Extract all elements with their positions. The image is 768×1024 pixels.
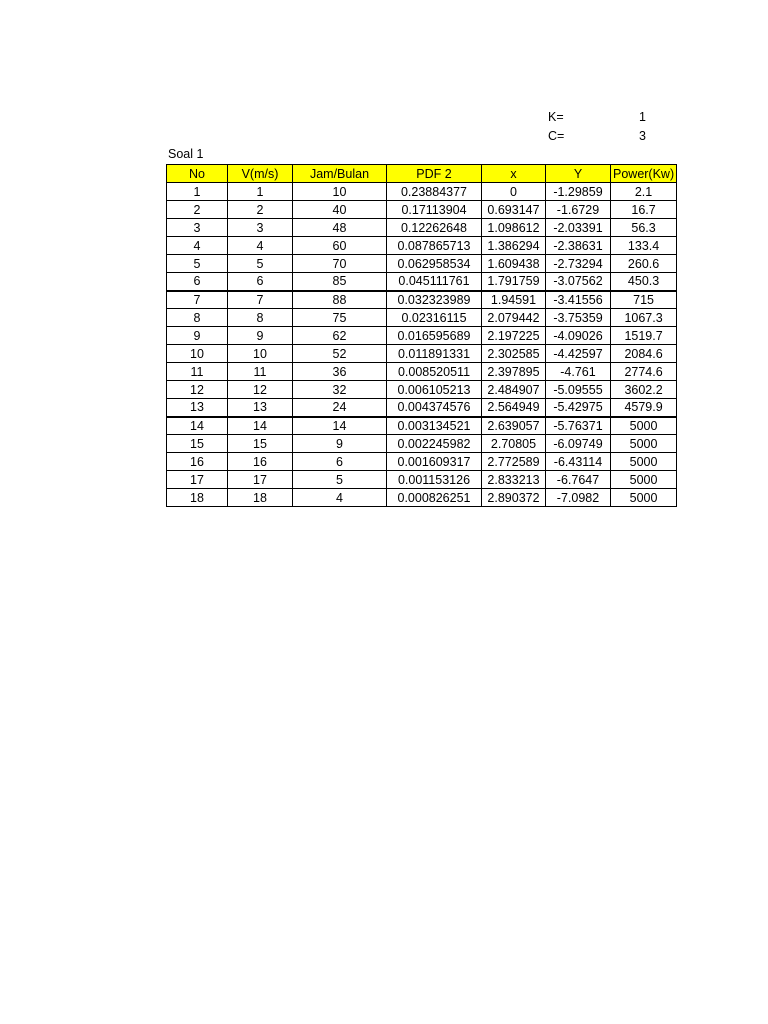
cell-y: -3.41556 [546,291,611,309]
cell-no: 3 [167,219,228,237]
cell-power: 715 [611,291,677,309]
cell-no: 2 [167,201,228,219]
table-row [167,327,677,345]
table-row [167,345,677,363]
c-value: 3 [639,129,646,143]
cell-no: 4 [167,237,228,255]
cell-no: 11 [167,363,228,381]
cell-hours-per-month: 6 [293,453,387,471]
cell-hours-per-month: 62 [293,327,387,345]
cell-y: -3.75359 [546,309,611,327]
cell-pdf: 0.002245982 [387,435,482,453]
cell-y: -6.43114 [546,453,611,471]
cell-velocity: 7 [228,291,293,309]
table-row [167,435,677,453]
cell-power: 4579.9 [611,399,677,417]
table-row [167,417,677,435]
cell-no: 5 [167,255,228,273]
cell-pdf: 0.000826251 [387,489,482,507]
cell-pdf: 0.011891331 [387,345,482,363]
table-row [167,399,677,417]
cell-hours-per-month: 9 [293,435,387,453]
table-row [167,453,677,471]
cell-power: 260.6 [611,255,677,273]
cell-pdf: 0.008520511 [387,363,482,381]
cell-pdf: 0.17113904 [387,201,482,219]
cell-hours-per-month: 52 [293,345,387,363]
header-velocity: V(m/s) [228,165,293,183]
cell-y: -5.42975 [546,399,611,417]
cell-power: 133.4 [611,237,677,255]
cell-hours-per-month: 4 [293,489,387,507]
cell-velocity: 15 [228,435,293,453]
cell-velocity: 9 [228,327,293,345]
table-row [167,183,677,201]
cell-x: 2.833213 [482,471,546,489]
cell-x: 1.94591 [482,291,546,309]
cell-x: 2.397895 [482,363,546,381]
cell-x: 2.70805 [482,435,546,453]
cell-no: 7 [167,291,228,309]
table-row [167,291,677,309]
cell-no: 15 [167,435,228,453]
cell-power: 1067.3 [611,309,677,327]
header-power: Power(Kw) [611,165,677,183]
cell-x: 2.484907 [482,381,546,399]
cell-power: 5000 [611,453,677,471]
cell-velocity: 14 [228,417,293,435]
cell-no: 9 [167,327,228,345]
cell-x: 2.302585 [482,345,546,363]
cell-pdf: 0.001609317 [387,453,482,471]
table-row [167,201,677,219]
cell-no: 6 [167,273,228,291]
cell-velocity: 16 [228,453,293,471]
cell-velocity: 10 [228,345,293,363]
cell-power: 5000 [611,435,677,453]
cell-pdf: 0.02316115 [387,309,482,327]
cell-x: 1.386294 [482,237,546,255]
cell-hours-per-month: 75 [293,309,387,327]
cell-y: -4.09026 [546,327,611,345]
cell-no: 16 [167,453,228,471]
cell-power: 2084.6 [611,345,677,363]
table-row [167,381,677,399]
cell-x: 1.609438 [482,255,546,273]
cell-pdf: 0.062958534 [387,255,482,273]
cell-y: -1.6729 [546,201,611,219]
cell-no: 8 [167,309,228,327]
cell-velocity: 8 [228,309,293,327]
cell-pdf: 0.016595689 [387,327,482,345]
cell-hours-per-month: 10 [293,183,387,201]
c-label: C= [548,129,565,143]
cell-velocity: 5 [228,255,293,273]
table-title: Soal 1 [168,147,204,161]
cell-hours-per-month: 70 [293,255,387,273]
cell-x: 1.791759 [482,273,546,291]
table-row [167,471,677,489]
data-table [166,164,677,507]
cell-no: 17 [167,471,228,489]
cell-pdf: 0.087865713 [387,237,482,255]
cell-power: 5000 [611,417,677,435]
cell-hours-per-month: 14 [293,417,387,435]
cell-x: 0 [482,183,546,201]
header-no: No [167,165,228,183]
cell-pdf: 0.004374576 [387,399,482,417]
cell-y: -1.29859 [546,183,611,201]
cell-no: 14 [167,417,228,435]
cell-velocity: 1 [228,183,293,201]
cell-hours-per-month: 40 [293,201,387,219]
cell-pdf: 0.003134521 [387,417,482,435]
cell-power: 1519.7 [611,327,677,345]
cell-pdf: 0.001153126 [387,471,482,489]
cell-hours-per-month: 36 [293,363,387,381]
cell-y: -6.09749 [546,435,611,453]
cell-y: -7.0982 [546,489,611,507]
cell-no: 18 [167,489,228,507]
cell-y: -5.76371 [546,417,611,435]
cell-y: -2.73294 [546,255,611,273]
cell-hours-per-month: 24 [293,399,387,417]
cell-y: -2.38631 [546,237,611,255]
cell-hours-per-month: 48 [293,219,387,237]
cell-hours-per-month: 60 [293,237,387,255]
cell-pdf: 0.12262648 [387,219,482,237]
cell-x: 2.890372 [482,489,546,507]
cell-no: 10 [167,345,228,363]
cell-hours-per-month: 5 [293,471,387,489]
cell-no: 1 [167,183,228,201]
cell-x: 1.098612 [482,219,546,237]
cell-power: 56.3 [611,219,677,237]
cell-hours-per-month: 88 [293,291,387,309]
header-pdf: PDF 2 [387,165,482,183]
cell-velocity: 11 [228,363,293,381]
cell-velocity: 18 [228,489,293,507]
cell-velocity: 6 [228,273,293,291]
cell-y: -4.761 [546,363,611,381]
cell-pdf: 0.23884377 [387,183,482,201]
cell-velocity: 17 [228,471,293,489]
cell-pdf: 0.032323989 [387,291,482,309]
table-row [167,237,677,255]
k-value: 1 [639,110,646,124]
cell-velocity: 4 [228,237,293,255]
cell-power: 5000 [611,489,677,507]
cell-power: 450.3 [611,273,677,291]
cell-y: -4.42597 [546,345,611,363]
cell-velocity: 3 [228,219,293,237]
header-hours-per-month: Jam/Bulan [293,165,387,183]
cell-y: -2.03391 [546,219,611,237]
cell-velocity: 13 [228,399,293,417]
cell-power: 16.7 [611,201,677,219]
header-row [167,165,677,183]
k-label: K= [548,110,564,124]
table-row [167,255,677,273]
cell-x: 2.079442 [482,309,546,327]
cell-no: 12 [167,381,228,399]
cell-velocity: 2 [228,201,293,219]
cell-no: 13 [167,399,228,417]
cell-x: 2.564949 [482,399,546,417]
table-body [167,183,677,507]
table-row [167,273,677,291]
cell-hours-per-month: 32 [293,381,387,399]
header-y: Y [546,165,611,183]
cell-y: -3.07562 [546,273,611,291]
cell-power: 3602.2 [611,381,677,399]
cell-y: -5.09555 [546,381,611,399]
cell-velocity: 12 [228,381,293,399]
cell-y: -6.7647 [546,471,611,489]
cell-power: 5000 [611,471,677,489]
header-x: x [482,165,546,183]
cell-power: 2774.6 [611,363,677,381]
table-row [167,309,677,327]
table-row [167,219,677,237]
cell-x: 2.772589 [482,453,546,471]
cell-pdf: 0.006105213 [387,381,482,399]
cell-pdf: 0.045111761 [387,273,482,291]
table-row [167,363,677,381]
cell-x: 2.197225 [482,327,546,345]
cell-x: 2.639057 [482,417,546,435]
cell-power: 2.1 [611,183,677,201]
cell-hours-per-month: 85 [293,273,387,291]
cell-x: 0.693147 [482,201,546,219]
table-row [167,489,677,507]
